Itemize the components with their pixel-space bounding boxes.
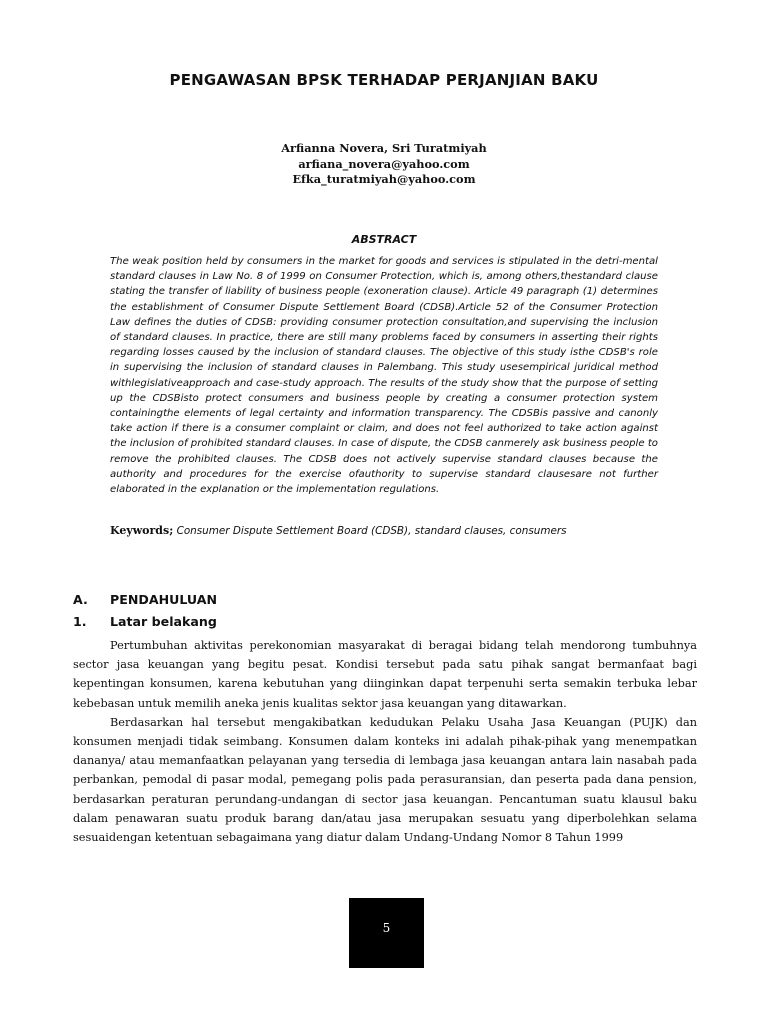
- author-block: [0, 141, 768, 188]
- section-heading: [73, 592, 217, 607]
- subsection-title: Latar belakang: [110, 614, 217, 629]
- author-email: Efka_turatmiyah@yahoo.com: [292, 172, 476, 186]
- paragraph: Pertumbuhan aktivitas perekonomian masyarakat di beragai bidang telah mendorong tumbuhnya sector jasa keuangan yang begitu pesat. Kondisi tersebut pada satu pihak sangat bermanfaat bagi kepentingan konsumen, karena kebutuhan yang diinginkan dapat terpenuhi serta semakin terbuka lebar kebebasan untuk memilih aneka jenis kualitas sektor jasa keuangan yang ditawarkan.: [73, 639, 697, 710]
- paragraph: Berdasarkan hal tersebut mengakibatkan kedudukan Pelaku Usaha Jasa Keuangan (PUJK) dan konsumen menjadi tidak seimbang. Konsumen dalam konteks ini adalah pihak-pihak yang menempatkan dananya/ atau memanfaatkan pelayanan yang tersedia di lembaga jasa keuangan antara lain nasabah pada perbankan, pemodal di pasar modal, pemegang polis pada perasuransian, dan peserta pada dana pension, berdasarkan peraturan perundang-undangan di sector jasa keuangan. Pencantuman suatu klausul baku dalam penawaran suatu produk barang dan/atau jasa merupakan sesuatu yang diperbolehkan selama sesuaidengan ketentuan sebagaimana yang diatur dalam Undang-Undang Nomor 8 Tahun 1999: [73, 715, 697, 845]
- author-names: Arfianna Novera, Sri Turatmiyah: [281, 141, 487, 155]
- keywords-label: Keywords;: [110, 524, 174, 537]
- section-title: PENDAHULUAN: [110, 592, 218, 607]
- paper-title: PENGAWASAN BPSK TERHADAP PERJANJIAN BAKU: [169, 71, 599, 89]
- body-text: [73, 636, 697, 847]
- abstract-heading: ABSTRACT: [351, 233, 417, 246]
- subsection-heading: [73, 614, 217, 629]
- author-email: arfiana_novera@yahoo.com: [298, 156, 470, 171]
- abstract-text: The weak position held by consumers in the market for goods and services is stipulated in the detri-mental standard clauses in Law No. 8 of 1999 on Consumer Protection, which is, among others,thestandard clause stating the transfer of liability of business people (exoneration clause). Article 49 paragraph (1) determines the establishment of Consumer Dispute Settlement Board (CDSB).Article 52 of the Consumer Protection Law defines the duties of CDSB: providing consumer protection consultation,and supervising the inclusion of standard clauses. In practice, there are still many problems faced by consumers in asserting their rights regarding losses caused by the inclusion of standard clauses. The objective of this study isthe CDSB's role in supervising the inclusion of standard clauses in Palembang. This study usesempirical juridical method withlegislativeapproach and case-study approach. The results of the study show that the purpose of setting up the CDSBisto protect consumers and business people by creating a consumer protection system containingthe elements of legal certainty and information transparency. The CDSBis passive and canonly take action if there is a consumer complaint or claim, and does not feel authorized to take action against the inclusion of prohibited standard clauses. In case of dispute, the CDSB canmerely ask business people to remove the prohibited clauses. The CDSB does not actively supervise standard clauses because the authority and procedures for the exercise ofauthority to supervise standard clausesare not further elaborated in the explanation or the implementation regulations.: [110, 256, 658, 496]
- subsection-number: 1.: [73, 614, 87, 629]
- page-number-box: [349, 898, 424, 968]
- keywords-text: Consumer Dispute Settlement Board (CDSB), standard clauses, consumers: [173, 525, 567, 537]
- keywords-line: [110, 524, 670, 537]
- page-number: 5: [382, 921, 391, 935]
- section-number: A.: [73, 592, 88, 607]
